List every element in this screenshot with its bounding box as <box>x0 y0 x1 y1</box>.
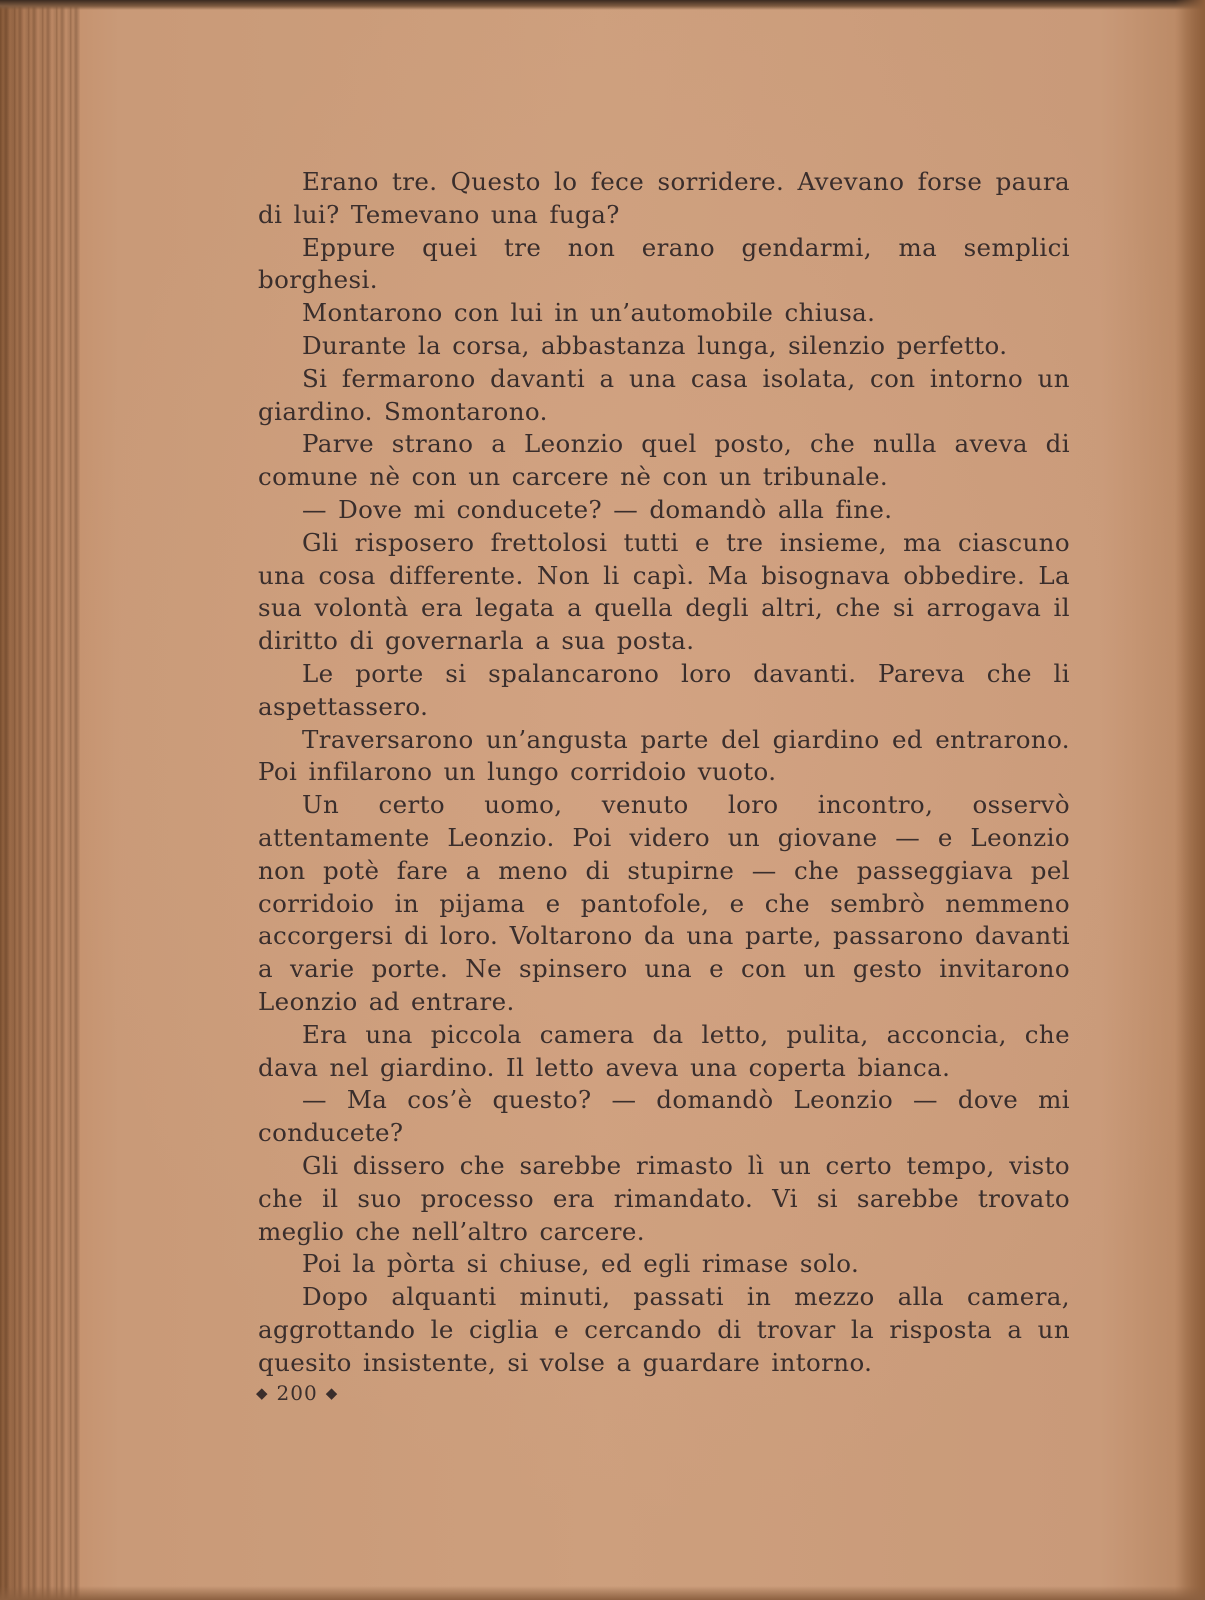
page-number: 200 <box>276 1381 318 1405</box>
paragraph: Traversarono un’angusta parte del giardino ed entrarono. Poi infilarono un lungo corridoio vuoto. <box>258 724 1070 787</box>
body-text <box>258 166 1070 1379</box>
paragraph: Le porte si spalancarono loro davanti. Pareva che li aspettassero. <box>258 658 1070 721</box>
page-bottom-edge <box>0 1586 1205 1600</box>
paragraph: Eppure quei tre non erano gendarmi, ma semplici borghesi. <box>258 232 1070 295</box>
paragraph: Montarono con lui in un’automobile chiusa. <box>302 298 876 328</box>
paragraph: Durante la corsa, abbastanza lunga, silenzio perfetto. <box>302 330 1008 360</box>
paragraph: Erano tre. Questo lo fece sorridere. Avevano forse paura di lui? Temevano una fuga? <box>258 167 1070 229</box>
paragraph: Gli risposero frettolosi tutti e tre insieme, ma ciascuno una cosa differente. Non li capì. Ma bisognava obbedire. La sua volontà era legata a quella degli altri, che si arrogava il diritto di governarla a sua posta. <box>258 527 1070 656</box>
paragraph: Dopo alquanti minuti, passati in mezzo alla camera, aggrottando le ciglia e cercando di trovar la risposta a un quesito insistente, si volse a guardare intorno. <box>258 1282 1070 1377</box>
paragraph: Era una piccola camera da letto, pulita, acconcia, che dava nel giardino. Il letto aveva una coperta bianca. <box>258 1019 1070 1082</box>
paragraph: Parve strano a Leonzio quel posto, che nulla aveva di comune nè con un carcere nè con un tribunale. <box>258 429 1070 492</box>
page-number-footer <box>256 1381 338 1405</box>
page-right-edge <box>1175 0 1205 1600</box>
paragraph: Poi la pòrta si chiuse, ed egli rimase solo. <box>302 1249 860 1279</box>
paragraph: — Ma cos’è questo? — domandò Leonzio — dove mi conducete? <box>258 1085 1070 1148</box>
diamond-ornament-icon: ◆ <box>256 1384 269 1402</box>
page-top-edge <box>0 0 1205 10</box>
paragraph: Gli dissero che sarebbe rimasto lì un certo tempo, visto che il suo processo era rimandato. Vi si sarebbe trovato meglio che nell’altro carcere. <box>258 1150 1070 1246</box>
paragraph: Si fermarono davanti a una casa isolata, con intorno un giardino. Smontarono. <box>258 363 1070 426</box>
paragraph: Un certo uomo, venuto loro incontro, osservò attentamente Leonzio. Poi videro un giovane — e Leonzio non potè fare a meno di stupirne — che passeggiava pel corridoio in pijama e pantofole, e che sembrò nemmeno accorgersi di loro. Voltarono da una parte, passarono davanti a varie porte. Ne spinsero una e con un gesto invitarono Leonzio ad entrare. <box>258 790 1070 1016</box>
paragraph: — Dove mi conducete? — domandò alla fine. <box>302 494 893 524</box>
diamond-ornament-icon: ◆ <box>325 1384 339 1402</box>
page-gutter <box>0 0 80 1600</box>
